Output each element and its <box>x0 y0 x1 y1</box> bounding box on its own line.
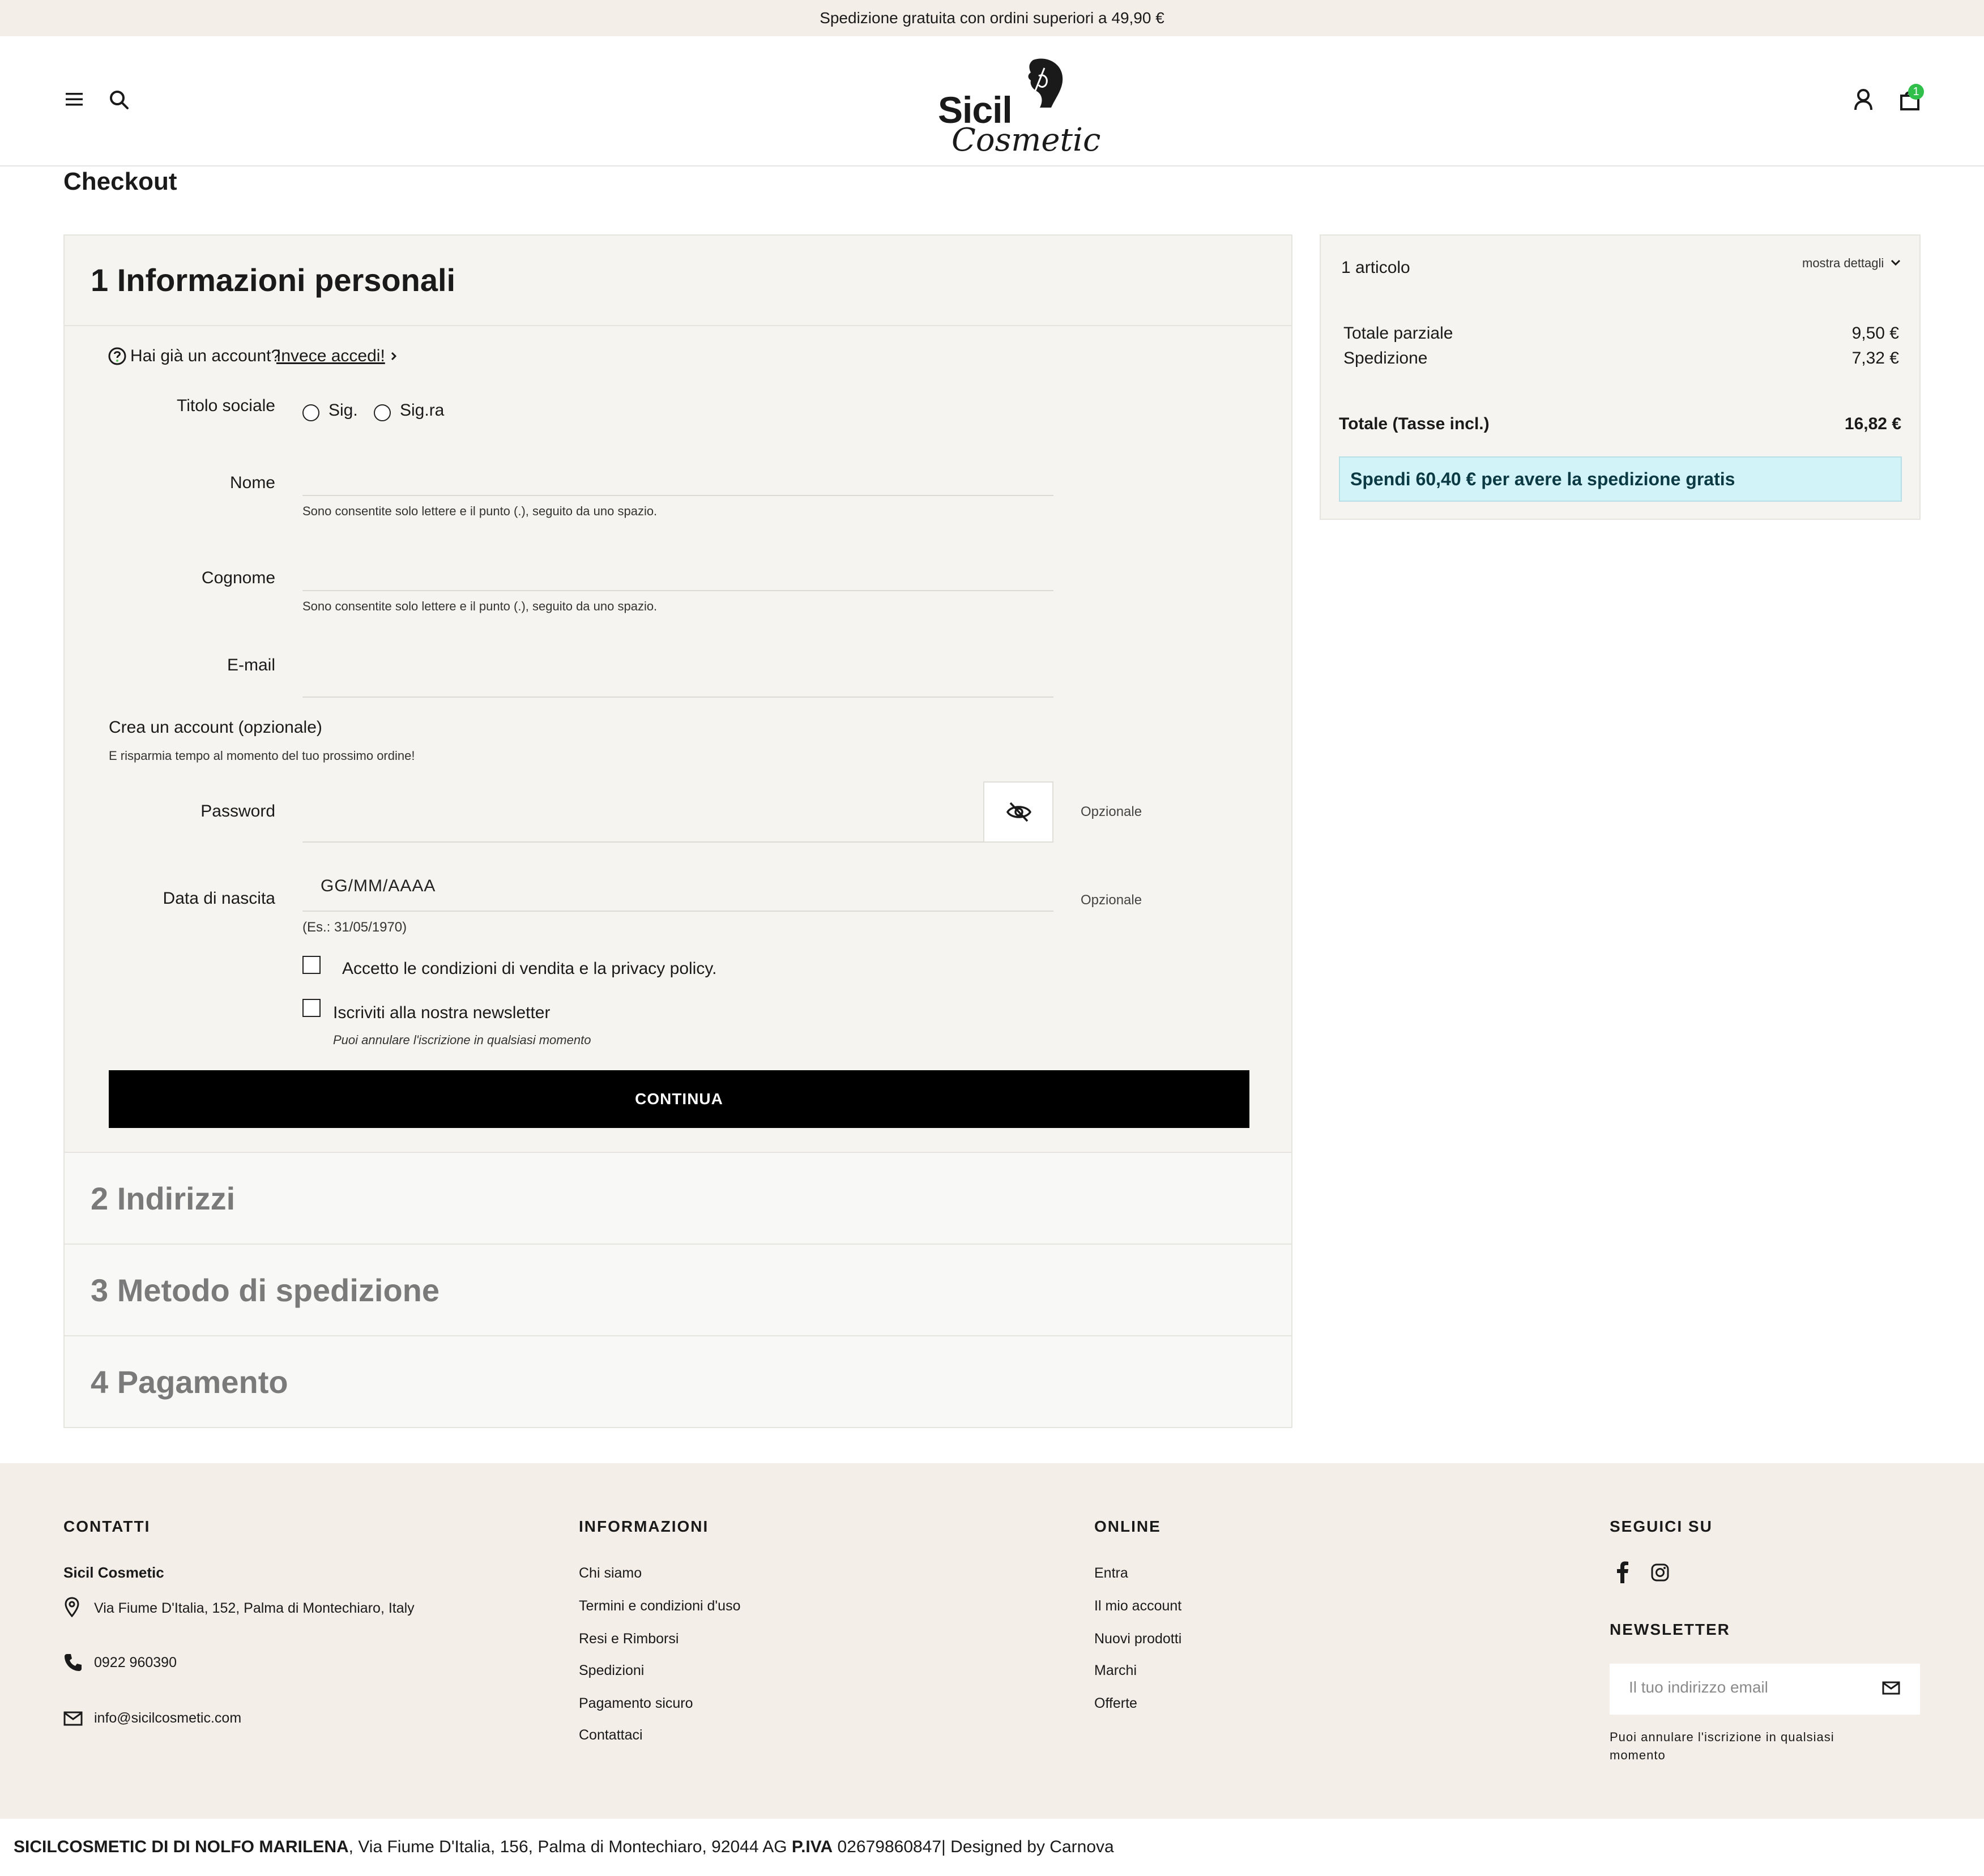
footer-address: Via Fiume D'Italia, 152, Palma di Montechiaro, Italy <box>94 1600 415 1616</box>
email-input[interactable] <box>302 658 1053 698</box>
firstname-input[interactable] <box>302 459 1053 498</box>
show-details-link[interactable]: mostra dettagli <box>1802 256 1884 270</box>
footer-link-returns[interactable]: Resi e Rimborsi <box>579 1631 679 1647</box>
legal-bar <box>0 1819 1984 1876</box>
site-logo[interactable] <box>937 57 1101 159</box>
checkout-step-shipping[interactable] <box>63 1245 1292 1336</box>
footer-link-offers[interactable]: Offerte <box>1094 1695 1137 1711</box>
footer-link-secure-payment[interactable]: Pagamento sicuro <box>579 1695 693 1711</box>
step-title: 2 Indirizzi <box>91 1181 236 1216</box>
firstname-hint: Sono consentite solo lettere e il punto (.), seguito da uno spazio. <box>302 504 658 518</box>
footer-link-my-account[interactable]: Il mio account <box>1094 1598 1182 1614</box>
footer-newsletter-note: Puoi annulare l'iscrizione in qualsiasi momento <box>1610 1730 1834 1762</box>
chevron-right-icon <box>387 348 401 365</box>
title-radio-sigra-label[interactable]: Sig.ra <box>400 401 445 420</box>
announcement-bar <box>0 0 1984 36</box>
birthdate-underline <box>302 911 1053 912</box>
legal-piva-label: P.IVA <box>791 1837 833 1856</box>
footer-link-terms[interactable]: Termini e condizioni d'uso <box>579 1598 741 1614</box>
shipping-value: 7,32 € <box>1851 349 1899 367</box>
menu-icon[interactable] <box>65 91 84 108</box>
checkout-step-payment[interactable] <box>63 1336 1292 1428</box>
step-title: 3 Metodo di spedizione <box>91 1272 440 1308</box>
login-link[interactable]: Invece accedi! <box>276 347 385 365</box>
footer-phone[interactable]: 0922 960390 <box>94 1655 177 1670</box>
phone-icon <box>63 1652 83 1672</box>
newsletter-label[interactable]: Iscriviti alla nostra newsletter <box>333 1003 551 1022</box>
footer-link-shipping[interactable]: Spedizioni <box>579 1663 645 1678</box>
birthdate-example: (Es.: 31/05/1970) <box>302 920 407 935</box>
total-value: 16,82 € <box>1844 414 1901 433</box>
show-password-button[interactable] <box>983 781 1053 843</box>
logo-text-cosmetic: Cosmetic <box>952 122 1101 159</box>
firstname-underline <box>302 495 1053 496</box>
announcement-text: Spedizione gratuita con ordini superiori a 49,90 € <box>820 9 1164 27</box>
password-input[interactable] <box>302 781 983 839</box>
subtotal-label: Totale parziale <box>1343 324 1453 343</box>
account-question: Hai già un account? <box>130 347 281 365</box>
step-title: 4 Pagamento <box>91 1364 288 1400</box>
title-radio-sigra[interactable] <box>374 404 391 421</box>
footer-newsletter-title: NEWSLETTER <box>1610 1621 1730 1638</box>
help-circle-icon <box>108 347 127 366</box>
site-footer <box>0 1463 1984 1819</box>
newsletter-email-input[interactable] <box>1610 1664 1920 1715</box>
create-account-subtitle: E risparmia tempo al momento del tuo prossimo ordine! <box>109 749 415 763</box>
checkout-step-personal-info <box>63 234 1292 1153</box>
footer-online-title: ONLINE <box>1094 1518 1161 1535</box>
facebook-icon[interactable] <box>1616 1561 1629 1583</box>
footer-info-title: INFORMAZIONI <box>579 1518 709 1535</box>
email-label: E-mail <box>227 656 275 674</box>
total-label: Totale (Tasse incl.) <box>1339 414 1490 433</box>
email-underline <box>302 696 1053 698</box>
subtotal-value: 9,50 € <box>1851 324 1899 343</box>
site-header <box>0 36 1984 166</box>
continue-button[interactable]: CONTINUA <box>109 1070 1249 1128</box>
title-radio-sig[interactable] <box>302 404 319 421</box>
order-summary <box>1320 234 1921 520</box>
free-shipping-promo: Spendi 60,40 € per avere la spedizione gratis <box>1339 456 1902 502</box>
newsletter-note: Puoi annulare l'iscrizione in qualsiasi momento <box>333 1033 591 1047</box>
lastname-label: Cognome <box>201 569 275 587</box>
items-count: 1 articolo <box>1341 258 1410 277</box>
create-account-title: Crea un account (opzionale) <box>109 718 322 737</box>
cart-count-badge: 1 <box>1908 84 1924 100</box>
chevron-down-icon[interactable] <box>1889 257 1902 268</box>
password-optional: Opzionale <box>1081 804 1142 819</box>
send-mail-icon[interactable] <box>1881 1680 1901 1696</box>
search-icon[interactable] <box>109 89 129 110</box>
footer-contacts-title: CONTATTI <box>63 1518 151 1535</box>
step-header[interactable] <box>65 236 1291 326</box>
page-title: Checkout <box>63 168 177 195</box>
footer-link-about[interactable]: Chi siamo <box>579 1565 642 1581</box>
terms-label[interactable]: Accetto le condizioni di vendita e la privacy policy. <box>342 959 717 978</box>
legal-address: , Via Fiume D'Italia, 156, Palma di Montechiaro, 92044 AG <box>348 1837 792 1856</box>
terms-checkbox[interactable] <box>302 956 321 974</box>
map-pin-icon <box>63 1597 80 1617</box>
password-underline <box>302 841 983 843</box>
newsletter-placeholder: Il tuo indirizzo email <box>1629 1678 1768 1696</box>
footer-follow-title: SEGUICI SU <box>1610 1518 1713 1535</box>
mail-icon <box>63 1710 83 1727</box>
birthdate-input[interactable]: GG/MM/AAAA <box>321 877 436 895</box>
footer-link-login[interactable]: Entra <box>1094 1565 1128 1581</box>
lastname-hint: Sono consentite solo lettere e il punto (.), seguito da uno spazio. <box>302 599 658 613</box>
legal-company: SICILCOSMETIC DI DI NOLFO MARILENA <box>14 1837 349 1856</box>
lastname-underline <box>302 590 1053 591</box>
lastname-input[interactable] <box>302 553 1053 592</box>
user-icon[interactable] <box>1853 88 1874 111</box>
footer-link-new-products[interactable]: Nuovi prodotti <box>1094 1631 1182 1647</box>
firstname-label: Nome <box>229 473 275 492</box>
footer-link-contact[interactable]: Contattaci <box>579 1727 643 1743</box>
password-label: Password <box>200 802 275 821</box>
instagram-icon[interactable] <box>1650 1563 1670 1582</box>
footer-email[interactable]: info@sicilcosmetic.com <box>94 1710 242 1726</box>
shipping-label: Spedizione <box>1343 349 1428 367</box>
logo-profile-icon <box>1010 57 1067 111</box>
logo-text-sicil: Sicil <box>938 89 1012 131</box>
newsletter-checkbox[interactable] <box>302 999 321 1017</box>
legal-piva-credits: 02679860847| Designed by Carnova <box>833 1837 1114 1856</box>
footer-company-name: Sicil Cosmetic <box>63 1564 164 1581</box>
title-label: Titolo sociale <box>177 396 275 415</box>
checkout-step-addresses[interactable] <box>63 1153 1292 1245</box>
step-title: 1 Informazioni personali <box>91 262 456 298</box>
birthdate-label: Data di nascita <box>163 889 275 908</box>
birthdate-optional: Opzionale <box>1081 892 1142 908</box>
footer-link-brands[interactable]: Marchi <box>1094 1663 1137 1678</box>
eye-off-icon <box>1006 801 1032 823</box>
title-radio-sig-label[interactable]: Sig. <box>328 401 358 420</box>
